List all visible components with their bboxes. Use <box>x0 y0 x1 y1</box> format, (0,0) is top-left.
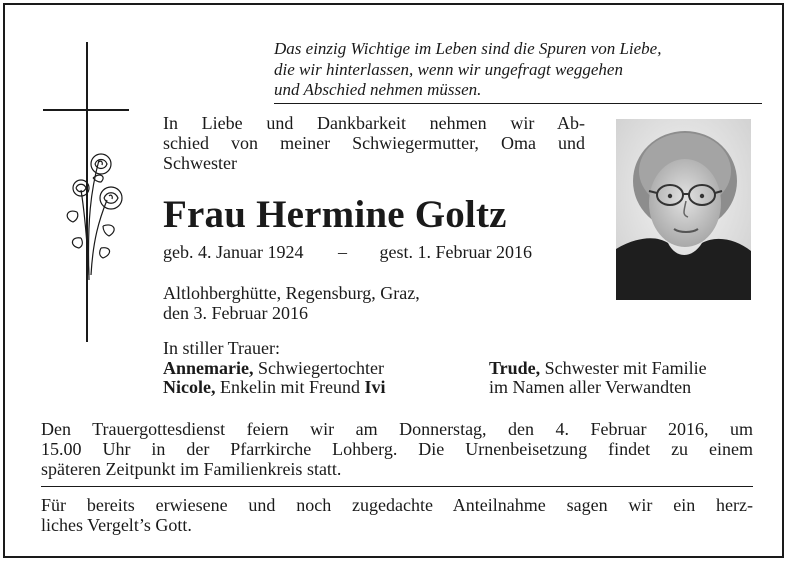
service-line: 15.00 Uhr in der Pfarrkirche Lohberg. Die Urnenbeisetzung findet zu einem <box>41 439 753 459</box>
mourner-entry <box>489 378 691 398</box>
mourner-relation: im Namen aller Verwandten <box>489 377 692 397</box>
mourner-name: Ivi <box>364 377 386 397</box>
mourner-row <box>163 378 763 398</box>
thanks-line: liches Vergelt’s Gott. <box>41 515 192 535</box>
place-line: Altlohberghütte, Regensburg, Graz, <box>163 283 420 303</box>
poem-line: und Abschied nehmen müssen. <box>274 80 482 99</box>
intro-text <box>163 113 585 173</box>
mourner-relation: Enkelin mit Freund <box>215 377 365 397</box>
deceased-name: Frau Hermine Goltz <box>163 193 507 236</box>
poem-line: Das einzig Wichtige im Leben sind die Spuren von Liebe, <box>274 39 662 58</box>
thanks-text <box>41 495 753 535</box>
poem-divider <box>274 103 762 104</box>
mourner-entry <box>163 377 385 397</box>
intro-line: schied von meiner Schwiegermutter, Oma und <box>163 133 585 153</box>
portrait-photo <box>616 119 751 300</box>
funeral-service-text <box>41 419 753 479</box>
poem-line: die wir hinterlassen, wenn wir ungefragt weggehen <box>274 59 623 79</box>
mourner-relation: Schwiegertochter <box>253 357 384 378</box>
life-dates <box>163 242 593 262</box>
date-line: den 3. Februar 2016 <box>163 303 308 323</box>
date-separator: – <box>337 242 347 262</box>
cross-with-roses-icon <box>41 40 131 345</box>
mourners-block <box>163 339 763 398</box>
mourners-heading: In stiller Trauer: <box>163 338 280 358</box>
section-divider <box>41 486 753 487</box>
mourner-entry <box>489 359 707 379</box>
service-line: Den Trauergottesdienst feiern wir am Donnerstag, den 4. Februar 2016, um <box>41 419 753 439</box>
mourner-name: Annemarie, <box>163 357 254 378</box>
poem-quote <box>274 39 764 101</box>
thanks-line: Für bereits erwiesene und noch zugedachte Anteilnahme sagen wir ein herz- <box>41 495 753 515</box>
mourner-name: Nicole, <box>163 377 216 397</box>
mourner-entry <box>163 358 384 378</box>
obituary-notice <box>3 3 784 558</box>
mourner-row <box>163 359 763 379</box>
mourner-relation: Schwester mit Familie <box>540 357 707 378</box>
intro-line: In Liebe und Dankbarkeit nehmen wir Ab- <box>163 113 585 133</box>
place-and-date <box>163 283 593 323</box>
service-line: späteren Zeitpunkt im Familienkreis statt. <box>41 459 342 479</box>
intro-line: Schwester <box>163 153 237 173</box>
death-date: gest. 1. Februar 2016 <box>379 242 532 262</box>
birth-date: geb. 4. Januar 1924 <box>163 242 304 262</box>
mourner-name: Trude, <box>489 357 541 378</box>
